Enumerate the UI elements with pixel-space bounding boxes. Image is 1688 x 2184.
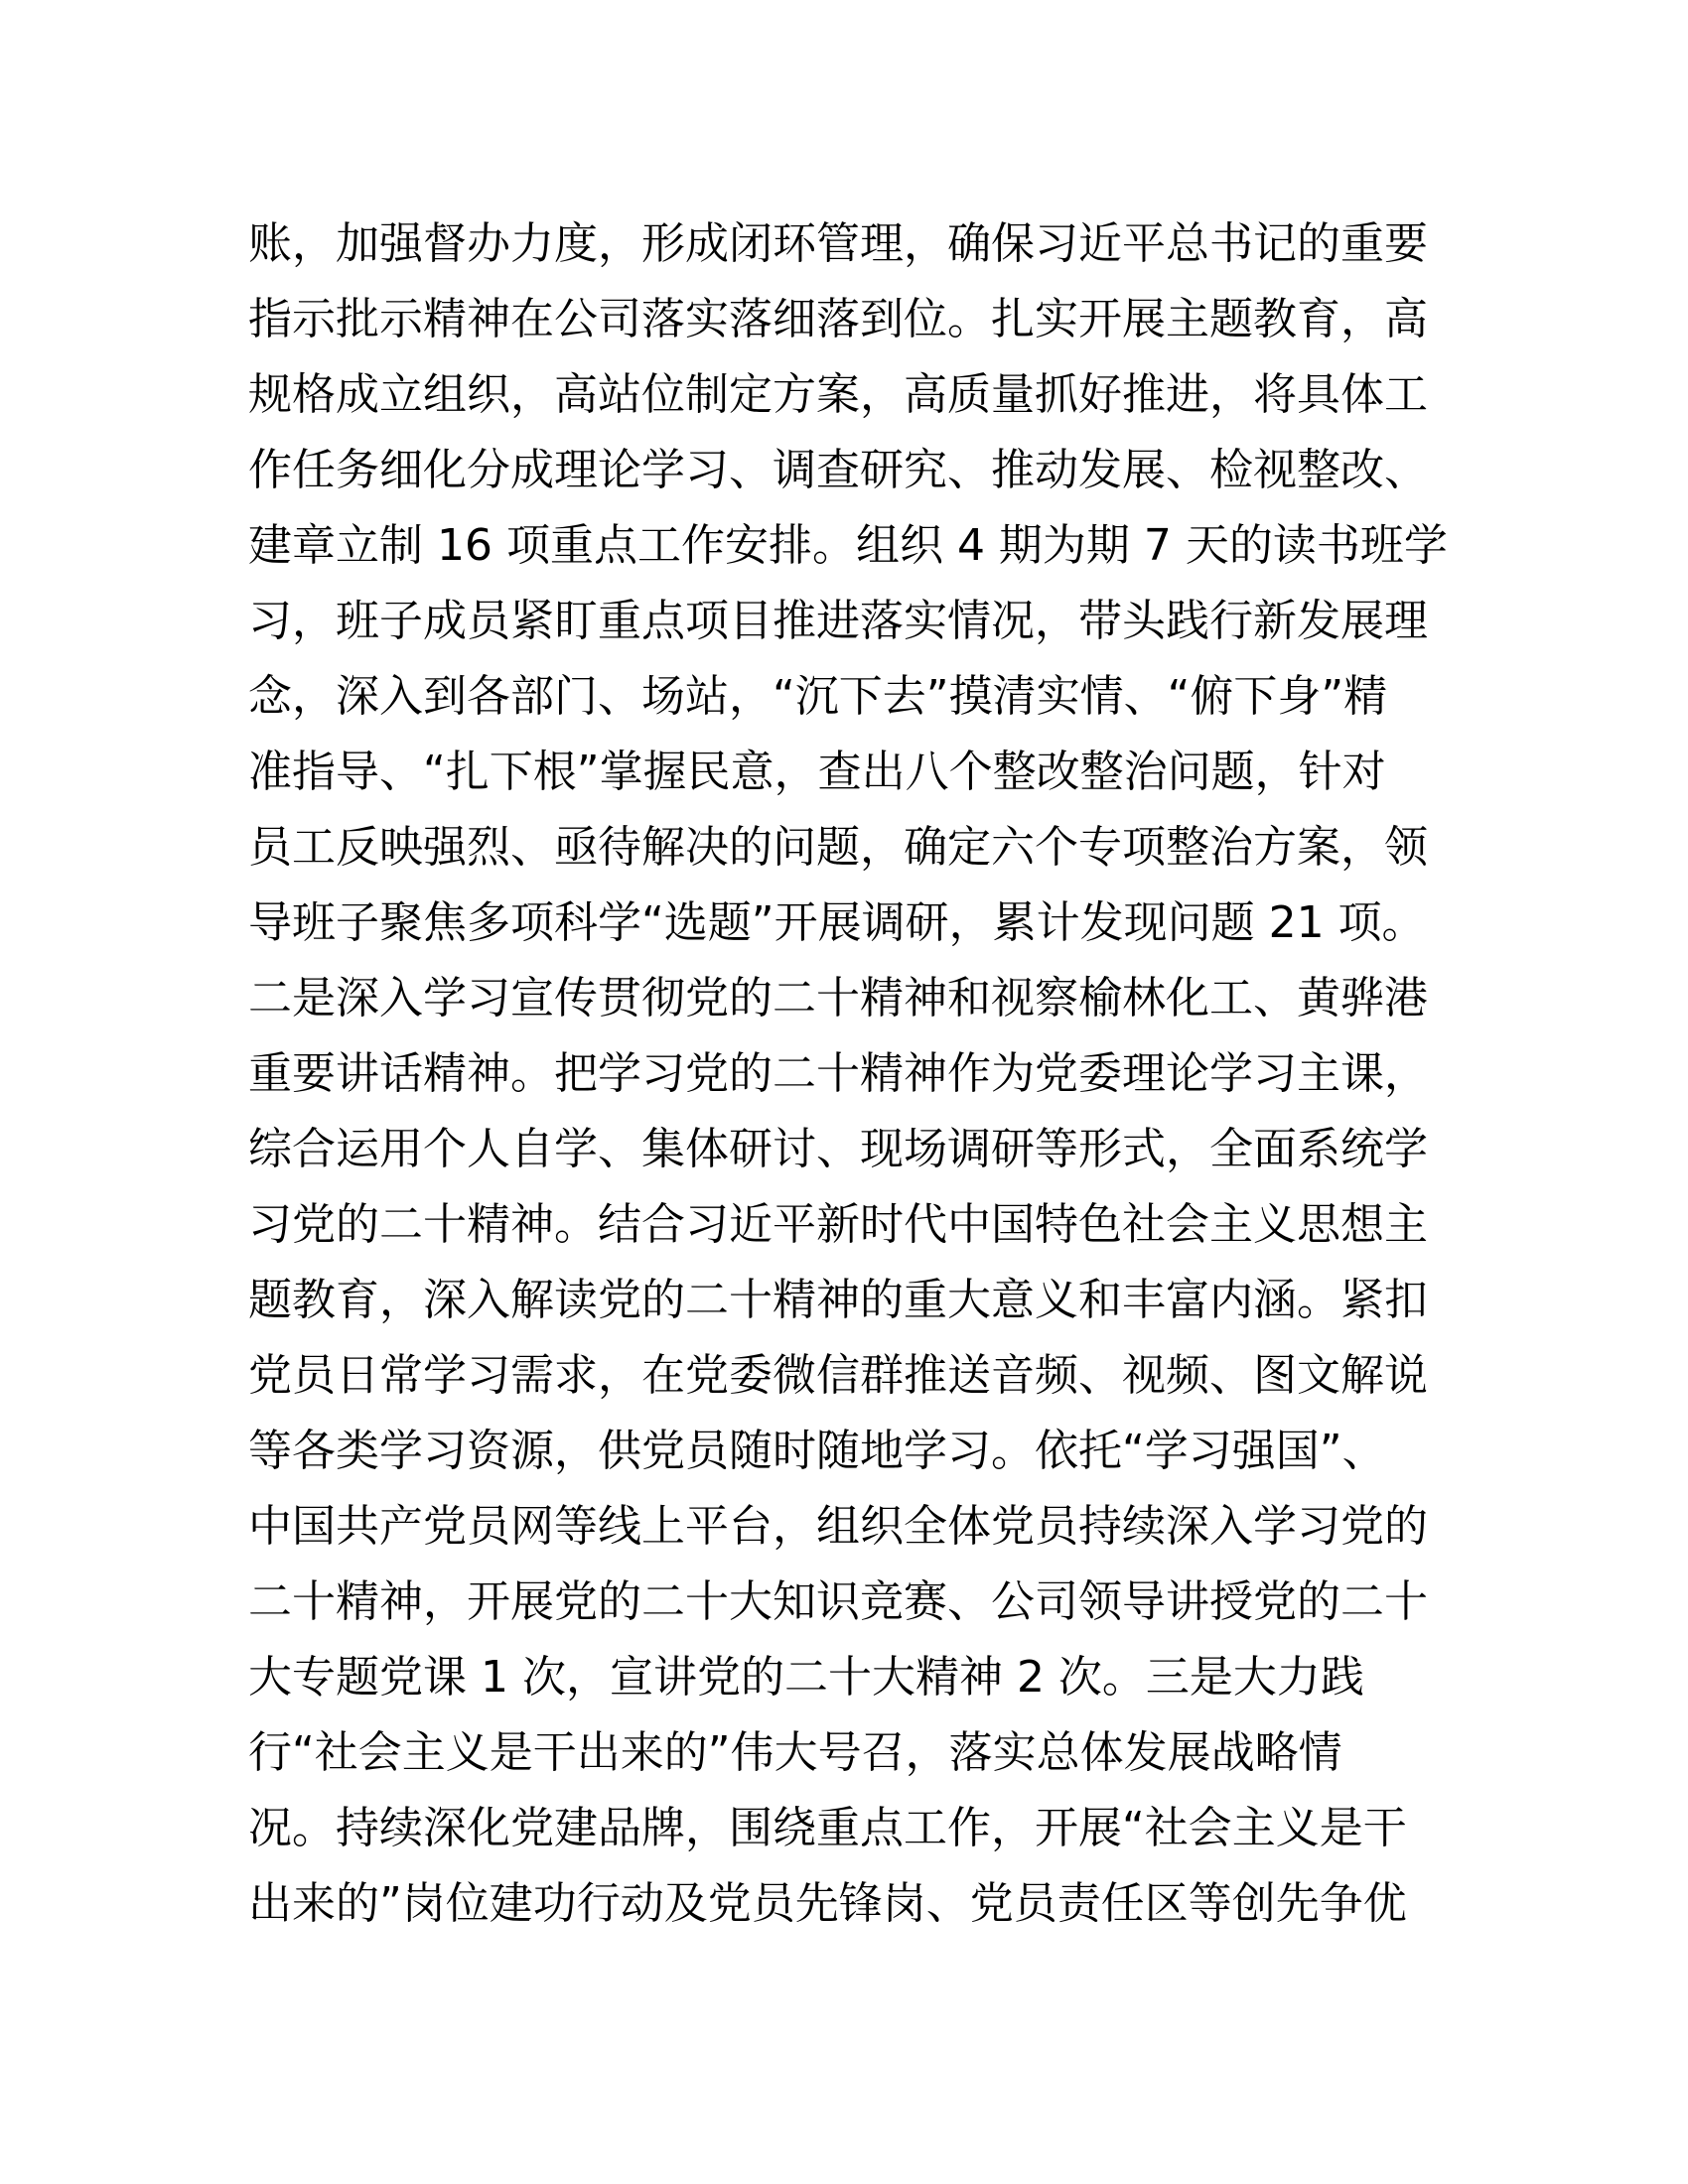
text-line: 大专题党课 1 次，宣讲党的二十大精神 2 次。三是大力践: [248, 1652, 1364, 1703]
text-line: 员工反映强烈、亟待解决的问题，确定六个专项整治方案，领: [248, 822, 1428, 873]
text-line: 出来的”岗位建功行动及党员先锋岗、党员责任区等创先争优: [248, 1878, 1407, 1929]
text-line: 准指导、“扎下根”掌握民意，查出八个整改整治问题，针对: [248, 747, 1386, 797]
text-line: 习党的二十精神。结合习近平新时代中国特色社会主义思想主: [248, 1199, 1428, 1250]
text-line: 况。持续深化党建品牌，围绕重点工作，开展“社会主义是干: [248, 1803, 1407, 1853]
text-line: 行“社会主义是干出来的”伟大号召，落实总体发展战略情: [248, 1727, 1342, 1778]
text-line: 习，班子成员紧盯重点项目推进落实情况，带头践行新发展理: [248, 596, 1428, 646]
text-line: 党员日常学习需求，在党委微信群推送音频、视频、图文解说: [248, 1350, 1428, 1401]
text-line: 念，深入到各部门、场站，“沉下去”摸清实情、“俯下身”精: [248, 671, 1388, 722]
body-text: [248, 206, 1450, 1942]
text-line: 二是深入学习宣传贯彻党的二十精神和视察榆林化工、黄骅港: [248, 973, 1428, 1024]
text-line: 等各类学习资源，供党员随时随地学习。依托“学习强国”、: [248, 1426, 1386, 1476]
text-line: 指示批示精神在公司落实落细落到位。扎实开展主题教育，高: [248, 294, 1428, 344]
text-line: 二十精神，开展党的二十大知识竞赛、公司领导讲授党的二十: [248, 1576, 1428, 1627]
text-line: 规格成立组织，高站位制定方案，高质量抓好推进，将具体工: [248, 369, 1428, 420]
text-line: 重要讲话精神。把学习党的二十精神作为党委理论学习主课，: [248, 1048, 1428, 1099]
text-line: 题教育，深入解读党的二十精神的重大意义和丰富内涵。紧扣: [248, 1275, 1428, 1325]
text-line: 中国共产党员网等线上平台，组织全体党员持续深入学习党的: [248, 1501, 1428, 1552]
text-line: 综合运用个人自学、集体研讨、现场调研等形式，全面系统学: [248, 1124, 1428, 1174]
text-line: 导班子聚焦多项科学“选题”开展调研，累计发现问题 21 项。: [248, 897, 1426, 948]
text-line: 账，加强督办力度，形成闭环管理，确保习近平总书记的重要: [248, 218, 1428, 269]
text-line: 建章立制 16 项重点工作安排。组织 4 期为期 7 天的读书班学: [248, 520, 1448, 571]
text-line: 作任务细化分成理论学习、调查研究、推动发展、检视整改、: [248, 445, 1428, 495]
